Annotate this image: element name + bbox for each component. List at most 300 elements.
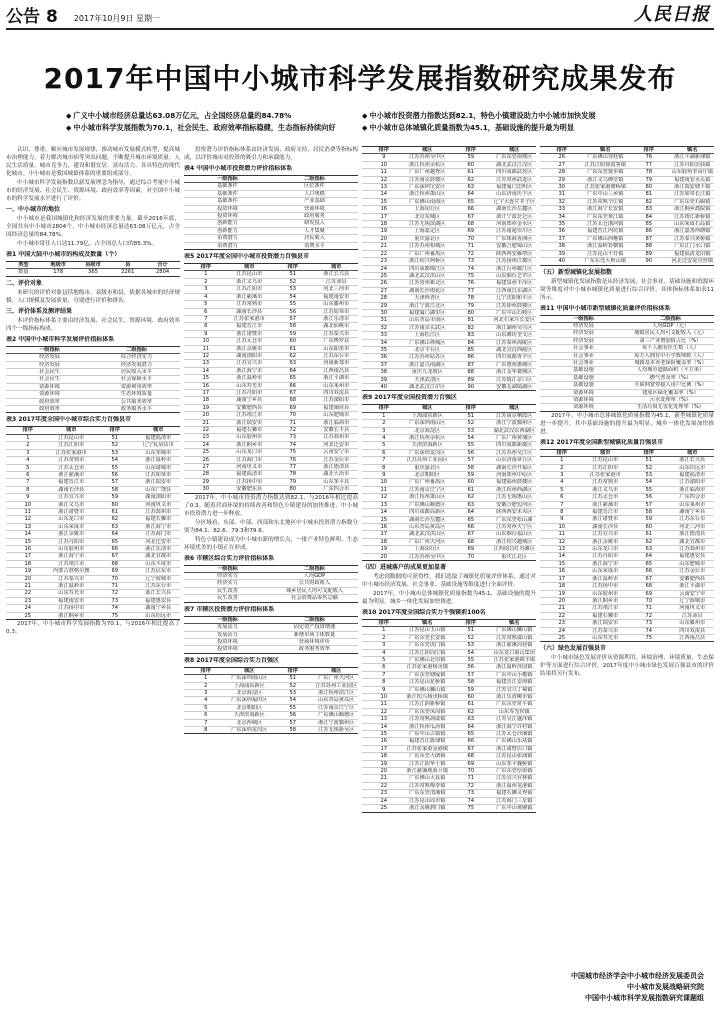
table-row <box>184 580 358 587</box>
table-cell: 山东龙口市 <box>584 546 628 553</box>
table-row <box>540 627 714 634</box>
table-cell: 互联网宽带接入用户比例（%） <box>627 382 714 389</box>
table-cell: 16 <box>362 206 406 213</box>
table-row <box>362 213 536 220</box>
table-cell: 7 <box>540 501 584 508</box>
bullet-icon: ◆ <box>66 124 72 132</box>
section-heading: （六）绿色发展百强县市 <box>540 645 607 653</box>
table-header-cell: 排序 <box>449 405 493 412</box>
table-cell: 研发投入 <box>271 220 358 227</box>
table-row <box>362 805 536 812</box>
table-cell: 9 <box>184 330 228 337</box>
table-cell: 陕西西安未央区 <box>493 509 537 516</box>
table-cell: 江苏丹阳访仙镇 <box>671 161 715 168</box>
table-cell: 安徽合肥蜀山区 <box>493 243 537 250</box>
table-cell: 天津滨海新区 <box>406 442 450 449</box>
table-cell: 山东荣成市 <box>50 523 94 530</box>
table-cell: 2 <box>540 464 584 471</box>
table-row <box>184 471 358 478</box>
table-cell: 广东佛山顺德区 <box>406 501 450 508</box>
table-header-cell: 城区 <box>493 147 537 154</box>
table-cell: 广东佛山顺德区 <box>315 712 359 719</box>
table-cell: 16 <box>184 382 228 389</box>
body-paragraph: 中小城市绿色发展评价从资源利用、环境治理、环境质量、生态保护等方面进行综合评价，2017年度中小城市绿色发展百强县市的评价结果将另行发布。 <box>540 655 714 678</box>
table-cell: 发展活力 <box>184 631 271 638</box>
table-cell: 福建福清龙田镇 <box>671 250 715 257</box>
table-cell: 湖南长沙岳麓区 <box>493 206 537 213</box>
table-cell: 江苏如皋市 <box>315 308 359 315</box>
table-cell: 32 <box>362 324 406 331</box>
table-cell: 江苏如皋长江镇 <box>671 191 715 198</box>
table-cell: 77 <box>627 161 671 168</box>
table-cell: 广东广州黄埔区 <box>493 435 537 442</box>
table-cell: 广东深圳龙岗区 <box>228 726 272 733</box>
table-cell: 山东胶州市 <box>50 545 94 552</box>
table-row <box>362 486 536 493</box>
table-row <box>362 250 536 257</box>
table-cell: 江苏张家港市 <box>228 315 272 322</box>
table-cell: 江苏如皋市 <box>137 471 181 478</box>
table-cell: 社会事业 <box>540 352 627 359</box>
table-cell: 江苏邳州市 <box>137 508 181 515</box>
table-row <box>362 332 536 339</box>
table-cell: 江苏昆山市 <box>228 271 272 278</box>
table-cell: 安徽合肥包河区 <box>493 501 537 508</box>
table-cell: 福建福清市 <box>228 471 272 478</box>
table-row <box>540 250 714 257</box>
table-cell: 69 <box>93 568 137 575</box>
table-caption: 表10 2017年度全国综合实力千强镇前100名 <box>362 608 486 616</box>
table-cell: 广东广州番禺区 <box>406 479 450 486</box>
table-cell: 江苏海门市 <box>228 456 272 463</box>
table-cell: 经济发展 <box>6 361 93 368</box>
table-cell: 天津西青区 <box>406 295 450 302</box>
table-cell: 62 <box>449 176 493 183</box>
table-cell: 7 <box>184 315 228 322</box>
table-cell: 58 <box>271 323 315 330</box>
table-cell: 城乡居民人均可支配收入 <box>271 587 358 594</box>
table-cell: 天津滨海新区 <box>228 712 272 719</box>
table-cell: 广东惠州惠城区 <box>493 361 537 368</box>
table-cell: 26 <box>184 456 228 463</box>
table-cell: 60 <box>627 523 671 530</box>
table-cell: 38 <box>362 369 406 376</box>
table-cell: 辽宁海城市 <box>671 597 715 604</box>
table-cell: 8 <box>540 509 584 516</box>
table-row <box>184 352 358 359</box>
table-row <box>362 775 536 782</box>
table-cell: 25 <box>540 634 584 641</box>
table-cell: 福建晋江内坑镇 <box>584 228 628 235</box>
table-cell: 61 <box>449 701 493 708</box>
data-table <box>362 146 536 391</box>
table-cell: 浙江临海市 <box>671 486 715 493</box>
table-caption: 表9 2017年度全国投资潜力百强区 <box>362 394 457 402</box>
table-row <box>6 597 180 604</box>
table-cell: 广东佛山北滘镇 <box>406 656 450 663</box>
table-cell: 24 <box>362 797 406 804</box>
table-cell: 13 <box>184 360 228 367</box>
table-row <box>6 391 180 398</box>
table-cell: 福建石狮灵秀镇 <box>493 790 537 797</box>
table-cell: 江苏江阴徐霞客镇 <box>584 161 627 168</box>
table-cell: 14 <box>362 723 406 730</box>
table-cell: 56 <box>271 308 315 315</box>
table-row <box>362 531 536 538</box>
table-cell: 79 <box>449 302 493 309</box>
table-header-cell: 城区 <box>315 667 359 674</box>
table-cell: 区位条件 <box>271 183 358 190</box>
data-table <box>540 146 714 266</box>
table-cell: 70 <box>449 235 493 242</box>
data-table <box>6 426 180 620</box>
table-row <box>184 227 358 234</box>
table-row <box>540 198 714 205</box>
table-header-cell: 排序 <box>449 147 493 154</box>
table-cell: 江苏常熟海虞镇 <box>406 716 450 723</box>
table-cell: 52 <box>271 278 315 285</box>
table-row <box>362 265 536 272</box>
table-cell: 广东佛山容桂镇 <box>584 154 628 161</box>
table-cell: 基础条件 <box>184 190 271 197</box>
table-header-row <box>362 405 536 412</box>
table-row <box>362 694 536 701</box>
table-cell: 浙江温岭市 <box>584 575 628 582</box>
table-cell: 江苏苏州吴中区 <box>406 553 450 560</box>
table-row <box>540 322 714 329</box>
table-header-cell: 排序 <box>184 667 228 674</box>
table-row <box>184 382 358 389</box>
table-cell: 浙江温岭泽国镇 <box>493 664 537 671</box>
table-cell: 10 <box>362 479 406 486</box>
table-cell: 广东佛山狮山镇 <box>493 627 537 634</box>
table-cell: 山东烟台福山区 <box>493 531 537 538</box>
table-cell: 9 <box>362 472 406 479</box>
table-cell: 数量 <box>6 269 41 276</box>
table-cell: 19 <box>184 404 228 411</box>
table-cell: 广东深圳南山区 <box>228 675 272 682</box>
table-row <box>184 286 358 293</box>
table-cell: 18 <box>184 397 228 404</box>
table-cell: 浙江义乌佛堂镇 <box>584 176 628 183</box>
table-row <box>362 664 536 671</box>
table-cell: 3 <box>184 286 228 293</box>
table-header-row <box>184 176 358 183</box>
section-heading: （五）新型城镇化发展指数 <box>540 268 613 276</box>
table-cell: 江苏常州武进区 <box>493 176 537 183</box>
table-cell: 20 <box>362 235 406 242</box>
body-paragraph: 中小城市科学发展指数以新发展理念为指导，通过综合考量中小城市的经济发展、社会民生、资源环境、政府效率等因素，对全国中小城市的科学发展水平进行了评价。 <box>6 180 180 202</box>
table-cell: 30 <box>184 486 228 493</box>
table-cell: 重庆九龙坡区 <box>406 369 450 376</box>
table-cell: 湖南长沙雨花区 <box>406 287 450 294</box>
table-row <box>184 638 358 645</box>
table-cell: 江苏江阴市 <box>50 442 94 449</box>
table-cell: 河南新郑市 <box>315 360 359 367</box>
table-cell: 51 <box>627 457 671 464</box>
table-row <box>540 352 714 359</box>
table-row <box>540 191 714 198</box>
table-row <box>362 280 536 287</box>
table-row <box>6 398 180 405</box>
table-cell: 江苏宜兴丁蜀镇 <box>493 686 537 693</box>
table-cell: 74 <box>271 441 315 448</box>
table-cell: 居民收入水平 <box>93 369 180 376</box>
table-cell: 第三产业增加值占比（%） <box>627 337 714 344</box>
table-cell: 广东佛山禅城区 <box>406 339 450 346</box>
table-cell: 江苏苏州相城区 <box>406 243 450 250</box>
table-cell: 浙江温岭箬横镇 <box>584 243 628 250</box>
table-cell: 辽宁海城市 <box>137 575 181 582</box>
table-cell: 江苏镇江京口区 <box>493 376 537 383</box>
table-cell: 广东佛山西樵镇 <box>584 235 628 242</box>
table-cell: 山东滕州市 <box>315 301 359 308</box>
table-cell: 公共服务效率 <box>93 398 180 405</box>
table-cell: 62 <box>449 708 493 715</box>
table-cell: 资源环境 <box>540 396 627 403</box>
table-row <box>540 367 714 374</box>
table-cell: 江苏南京栖霞区 <box>493 412 537 419</box>
table-cell: 68 <box>93 560 137 567</box>
table-cell: 83 <box>627 206 671 213</box>
table-cell: 浙江宁波北仑区 <box>493 213 537 220</box>
table-cell: 浙江义乌市 <box>50 501 94 508</box>
table-cell: 17 <box>362 213 406 220</box>
table-cell: 福建石狮市 <box>137 516 181 523</box>
table-cell: 社会民生 <box>6 376 93 383</box>
table-cell: 69 <box>271 404 315 411</box>
bullet-icon: ◆ <box>362 124 368 132</box>
table-cell: 广东中山小榄镇 <box>493 671 537 678</box>
data-table <box>540 449 714 643</box>
table-cell: 福建晋江陈埭镇 <box>406 738 450 745</box>
table-cell: 60 <box>449 694 493 701</box>
table-cell: 57 <box>271 719 315 726</box>
table-row <box>6 612 180 619</box>
table-cell: 社会保障水平 <box>93 376 180 383</box>
table-cell: 64 <box>449 723 493 730</box>
table-header-cell: 城区 <box>406 147 450 154</box>
table-cell: 51 <box>271 271 315 278</box>
table-cell: 浙江临海市 <box>315 419 359 426</box>
table-row <box>362 790 536 797</box>
table-cell: 30 <box>540 184 584 191</box>
table-cell: 江苏昆山花桥镇 <box>406 679 450 686</box>
table-cell: 广东博罗县 <box>315 338 359 345</box>
table-cell: 12 <box>6 516 50 523</box>
table-cell: 山东寿光市 <box>584 634 628 641</box>
table-cell: 69 <box>449 760 493 767</box>
table-cell: 社会事业 <box>540 359 627 366</box>
table-cell: 江苏张家港市 <box>50 449 94 456</box>
table-cell: 19 <box>362 228 406 235</box>
table-cell: 山东荣成石岛镇 <box>671 221 715 228</box>
table-cell: 四川成都新都区 <box>493 442 537 449</box>
table-row <box>540 161 714 168</box>
table-cell: 67 <box>449 531 493 538</box>
table-cell: 15 <box>362 731 406 738</box>
table-cell: 68 <box>449 538 493 545</box>
table-row <box>540 206 714 213</box>
table-cell: 江苏太仓市 <box>228 338 272 345</box>
table-cell: 浙江慈溪市 <box>584 501 628 508</box>
table-row <box>6 516 180 523</box>
body-paragraph: 分区域看，东部、中部、西部和东北地区中小城市投资潜力指数分别为84.1、82.6、79.3和79.6。 <box>184 519 358 534</box>
table-cell: 22 <box>362 782 406 789</box>
column-2 <box>184 146 358 982</box>
table-cell: 61 <box>449 169 493 176</box>
table-row <box>184 464 358 471</box>
table-cell: 新增市场主体数量 <box>271 631 358 638</box>
table-cell: 浙江桐乡市 <box>50 612 94 619</box>
table-cell: 18 <box>362 753 406 760</box>
table-cell: 广东东莞石碣镇 <box>671 198 715 205</box>
table-cell: 15 <box>362 516 406 523</box>
table-cell: 70 <box>93 575 137 582</box>
table-cell: 3 <box>540 472 584 479</box>
table-cell: 投资环境 <box>184 646 271 653</box>
table-row <box>362 154 536 161</box>
table-cell: 7 <box>6 479 50 486</box>
table-cell: 浙江宁波鄞州区 <box>493 420 537 427</box>
table-row <box>362 708 536 715</box>
table-row <box>184 719 358 726</box>
table-caption: 表4 中国中小城市投资潜力评价指标体系 <box>184 165 293 172</box>
table-cell: 5 <box>184 301 228 308</box>
table-cell: 65 <box>449 198 493 205</box>
table-cell: 上海闵行区 <box>406 206 450 213</box>
table-row <box>184 190 358 197</box>
table-cell: 23 <box>362 790 406 797</box>
table-cell: 浙江杭州萧山区 <box>406 494 450 501</box>
table-cell: 江苏太仓市 <box>50 464 94 471</box>
table-cell: 35 <box>362 346 406 353</box>
column-1 <box>6 146 180 982</box>
table-header-cell: 一级指标 <box>540 315 627 322</box>
table-cell: 江苏昆山市 <box>584 457 628 464</box>
table-row <box>362 546 536 553</box>
highlights-left <box>66 110 362 138</box>
table-row <box>6 464 180 471</box>
table-cell: 民生改善 <box>184 587 271 594</box>
table-header-cell: 排序 <box>362 147 406 154</box>
table-cell: 60 <box>93 501 137 508</box>
table-cell: 浙江嘉兴南湖区 <box>406 361 450 368</box>
table-cell: 江苏江阴市 <box>584 464 628 471</box>
table-cell: 75 <box>449 805 493 812</box>
table-cell: 1 <box>540 457 584 464</box>
table-cell: 福建福州鼓楼区 <box>493 479 537 486</box>
table-cell: 74 <box>93 605 137 612</box>
table-cell: 江苏宜兴市 <box>228 360 272 367</box>
table-cell: 35 <box>540 221 584 228</box>
table-cell: 87 <box>449 361 493 368</box>
table-cell: 17 <box>362 531 406 538</box>
table-cell: 24 <box>184 441 228 448</box>
table-header-cell: 排序 <box>540 449 584 456</box>
table-cell: 浙江杭州滨江区 <box>315 689 359 696</box>
table-cell: 75 <box>449 272 493 279</box>
table-cell: 山东平度市 <box>137 560 181 567</box>
table-cell: 39 <box>362 376 406 383</box>
table-cell: 污水处理率（%） <box>627 396 714 403</box>
table-cell: 65 <box>627 560 671 567</box>
table-header-cell: 二级指标 <box>271 176 358 183</box>
byline <box>571 971 704 1004</box>
table-cell: 福建南安市 <box>50 597 94 604</box>
table-row <box>540 464 714 471</box>
table-cell: 山东广饶县 <box>137 486 181 493</box>
table-header-cell: 排序 <box>362 405 406 412</box>
table-row <box>184 704 358 711</box>
table-row <box>6 583 180 590</box>
table-row <box>362 797 536 804</box>
table-caption: 表2 中国中小城市科学发展评价指标体系 <box>6 335 115 343</box>
table-cell: 63 <box>449 184 493 191</box>
table-cell: 江苏太仓浏河镇 <box>584 221 628 228</box>
table-row <box>362 642 536 649</box>
table-cell: 四川成都青羊区 <box>493 354 537 361</box>
table-cell: 江苏南京江宁区 <box>406 486 450 493</box>
table-header-row <box>540 147 714 154</box>
table-row <box>362 553 536 560</box>
table-header-cell: 二级指标 <box>271 565 358 572</box>
table-cell: 营商环境评价 <box>271 638 358 645</box>
table-row <box>184 689 358 696</box>
table-cell: 资源环境 <box>540 404 627 411</box>
table-cell: 安徽肥西县 <box>228 404 272 411</box>
highlight-line: ◆ 中小城市总体城镇化质量指数为45.1，基础设施的提升最为明显 <box>362 123 575 132</box>
table-cell: 浙江诸暨市 <box>228 330 272 337</box>
table-cell: 58 <box>627 509 671 516</box>
table-cell: 20 <box>6 575 50 582</box>
table-cell: 60 <box>271 338 315 345</box>
table-cell: 江苏无锡滨湖区 <box>406 221 450 228</box>
table-cell: 山东招远市 <box>671 464 715 471</box>
table-cell: 15 <box>6 538 50 545</box>
table-cell: 江西南昌红谷滩区 <box>493 546 536 553</box>
table-cell: 82 <box>627 198 671 205</box>
table-row <box>540 583 714 590</box>
table-cell: 江苏昆山张浦镇 <box>493 753 537 760</box>
table-cell: 浙江平湖新埭镇 <box>671 154 715 161</box>
table-cell: 江苏靖江市 <box>50 560 94 567</box>
table-cell: 广东佛山乐从镇 <box>493 738 537 745</box>
table-cell: 政府效率 <box>6 398 93 405</box>
table-cell: 9 <box>540 516 584 523</box>
table-header-cell: 二级指标 <box>271 616 358 623</box>
table-cell: 浙江杭州瓜沥镇 <box>406 723 450 730</box>
table-cell: 社会民生 <box>6 369 93 376</box>
table-cell: 江苏金坛市 <box>671 568 715 575</box>
table-cell: 江苏吴江盛泽镇 <box>493 716 537 723</box>
table-cell: 54 <box>93 457 137 464</box>
table-cell: 68 <box>449 753 493 760</box>
table-cell: 山东潍坊奎文区 <box>493 332 537 339</box>
table-cell: 浙江余姚泗门镇 <box>406 805 450 812</box>
issue-date: 2017年10月9日 星期一 <box>73 14 161 23</box>
table-cell: 53 <box>627 472 671 479</box>
table-cell: 河北三河市 <box>671 523 715 530</box>
table-cell: 5 <box>540 486 584 493</box>
article-body <box>6 146 714 982</box>
table-cell: 浙江余姚市 <box>50 531 94 538</box>
table-cell: 广东东莞虎门镇 <box>406 642 450 649</box>
table-row <box>362 656 536 663</box>
table-cell: 经济发展 <box>540 337 627 344</box>
table-row <box>184 242 358 249</box>
table-cell: 浙江金华婺城区 <box>493 369 537 376</box>
